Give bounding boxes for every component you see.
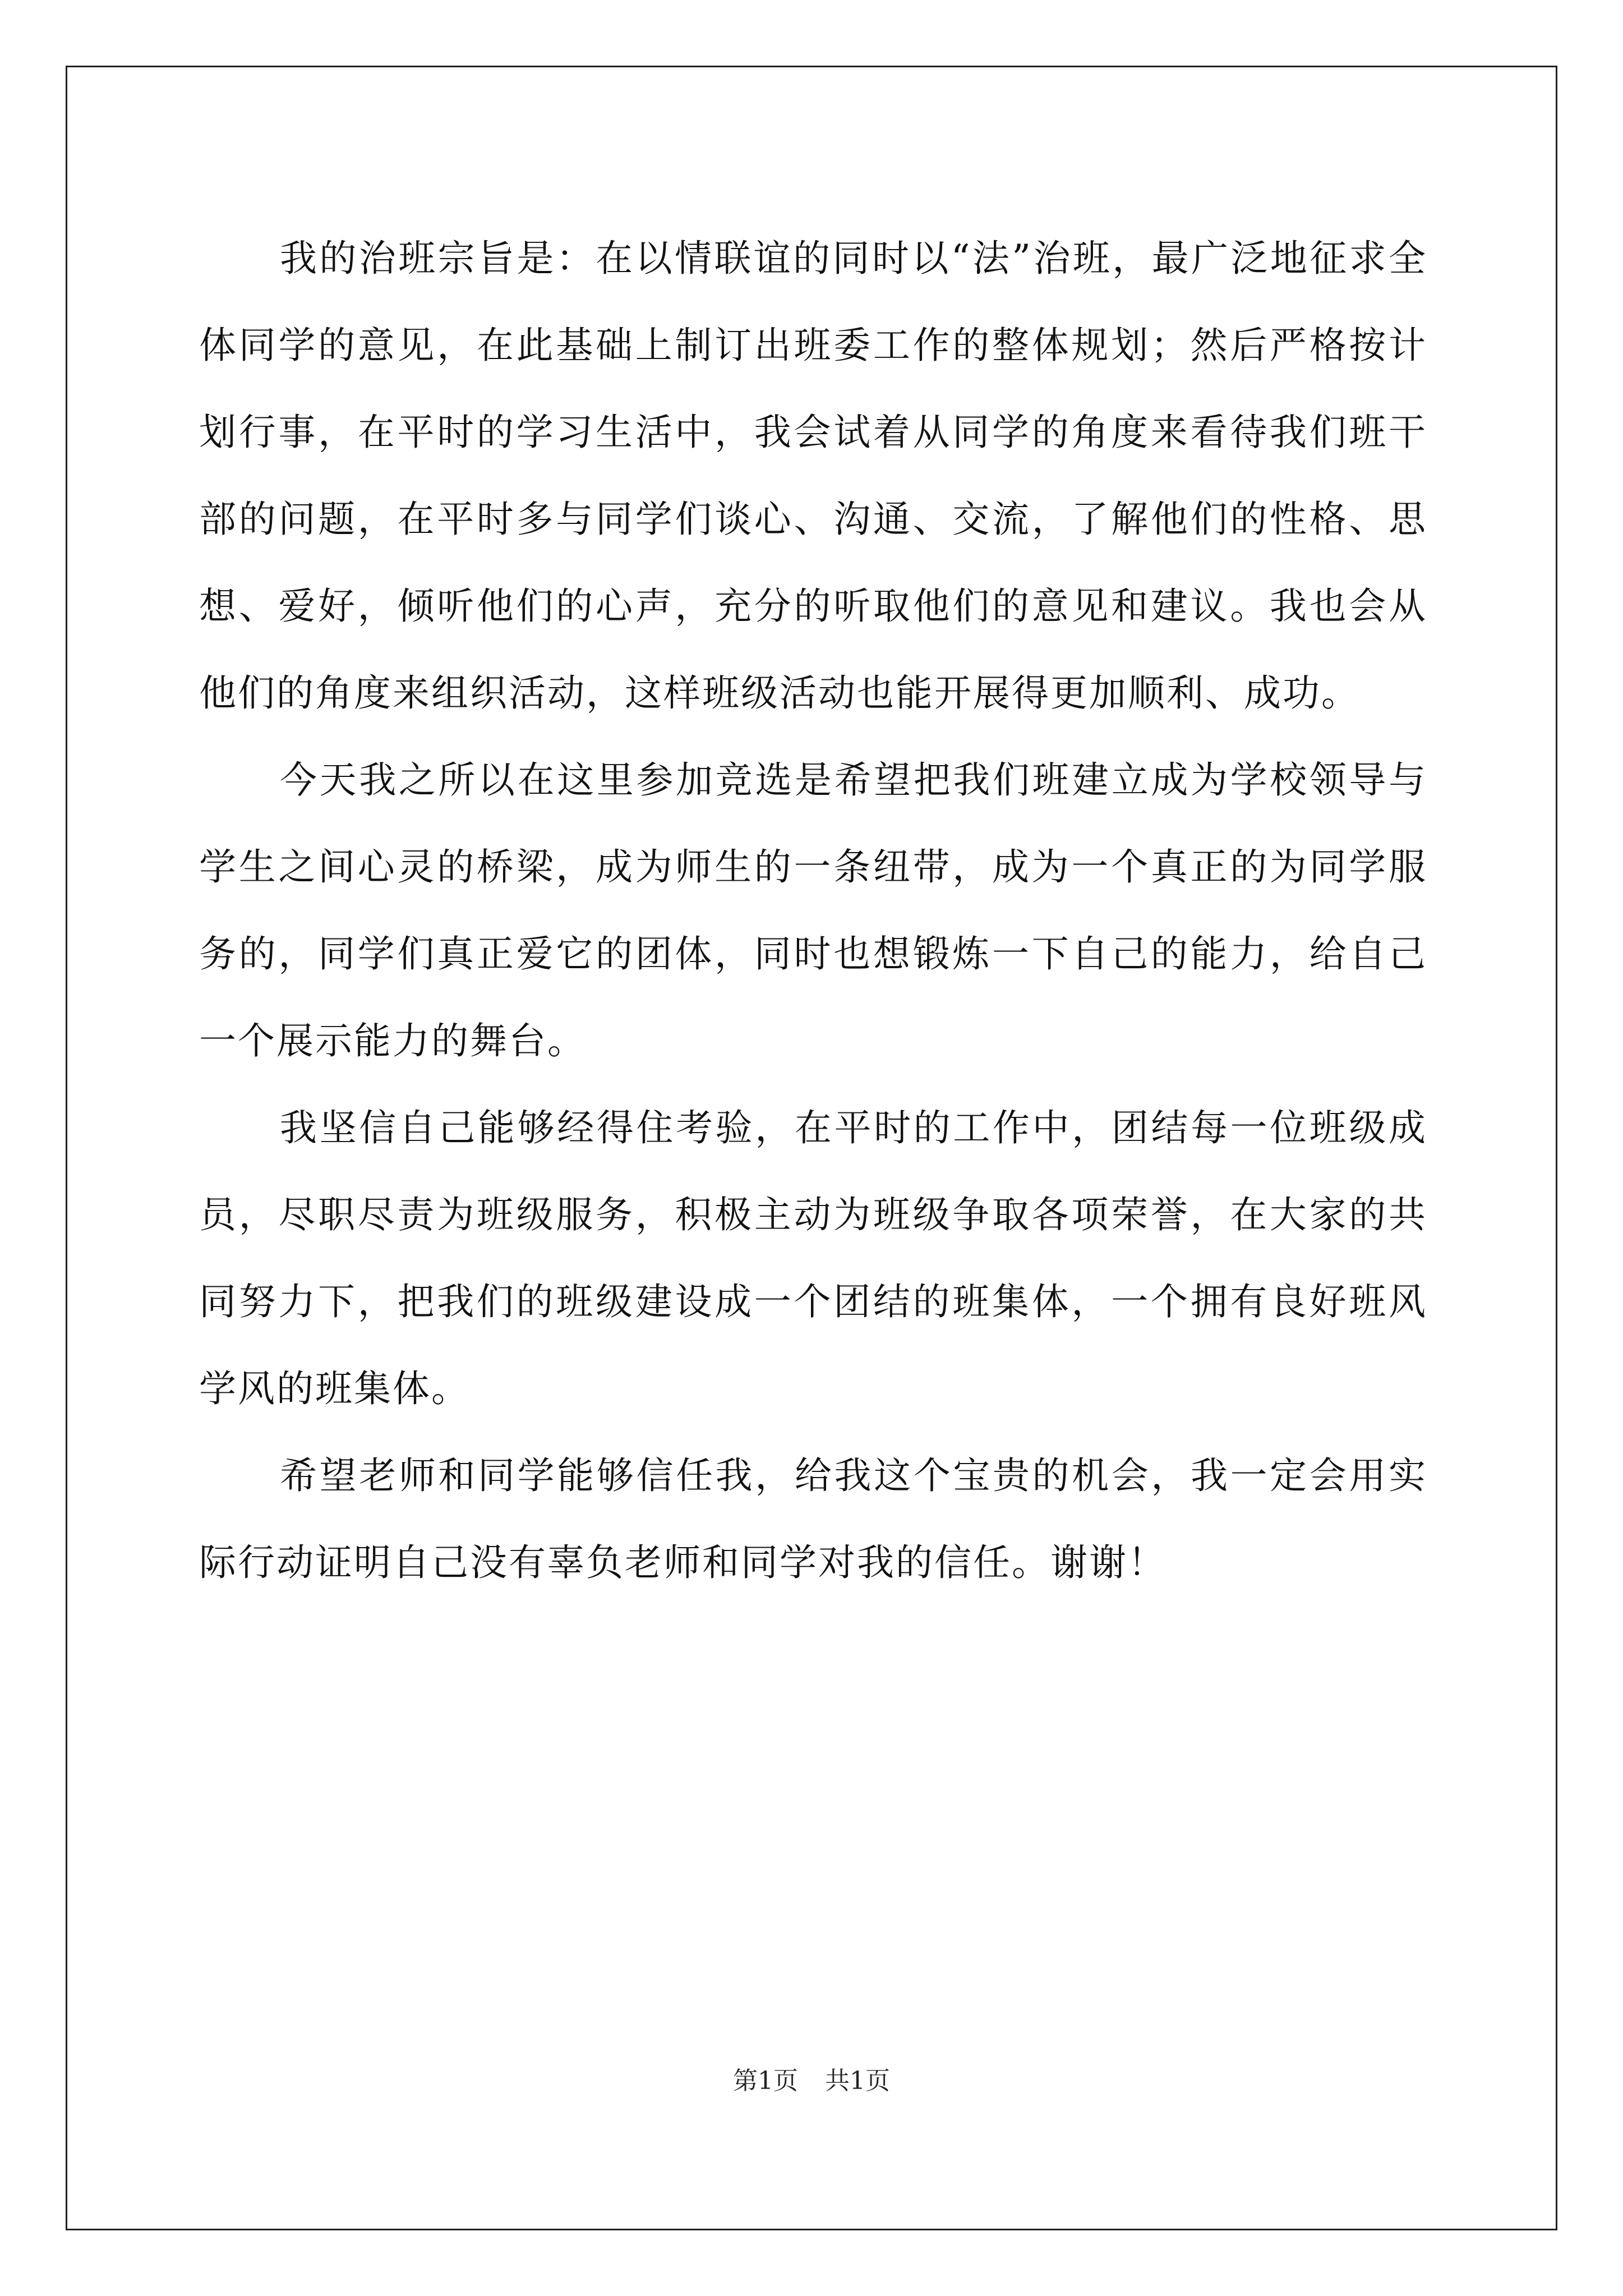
paragraph-3: 我坚信自己能够经得住考验，在平时的工作中，团结每一位班级成员，尽职尽责为班级服务，积极主动为班级争取各项荣誉，在大家的共同努力下，把我们的班级建设成一个团结的班集体，一个拥有良好班风学风的班集体。: [199, 1106, 1427, 1410]
paragraph-1: 我的治班宗旨是：在以情联谊的同时以“法”治班，最广泛地征求全体同学的意见，在此基础上制订出班委工作的整体规划；然后严格按计划行事，在平时的学习生活中，我会试着从同学的角度来看待我们班干部的问题，在平时多与同学们谈心、沟通、交流，了解他们的性格、思想、爱好，倾听他们的心声，充分的听取他们的意见和建议。我也会从他们的角度来组织活动，这样班级活动也能开展得更加顺利、成功。: [199, 237, 1427, 715]
paragraph-2: 今天我之所以在这里参加竞选是希望把我们班建立成为学校领导与学生之间心灵的桥梁，成为师生的一条纽带，成为一个真正的为同学服务的，同学们真正爱它的团体，同时也想锻炼一下自己的能力，给自己一个展示能力的舞台。: [199, 758, 1427, 1062]
page-total: 共1页: [825, 2067, 890, 2095]
page-number: 第1页: [733, 2067, 798, 2095]
paragraph-4: 希望老师和同学能够信任我，给我这个宝贵的机会，我一定会用实际行动证明自己没有辜负老师和同学对我的信任。谢谢！: [199, 1454, 1427, 1584]
document-body: [199, 215, 1427, 1606]
page-footer: [0, 2064, 1623, 2098]
